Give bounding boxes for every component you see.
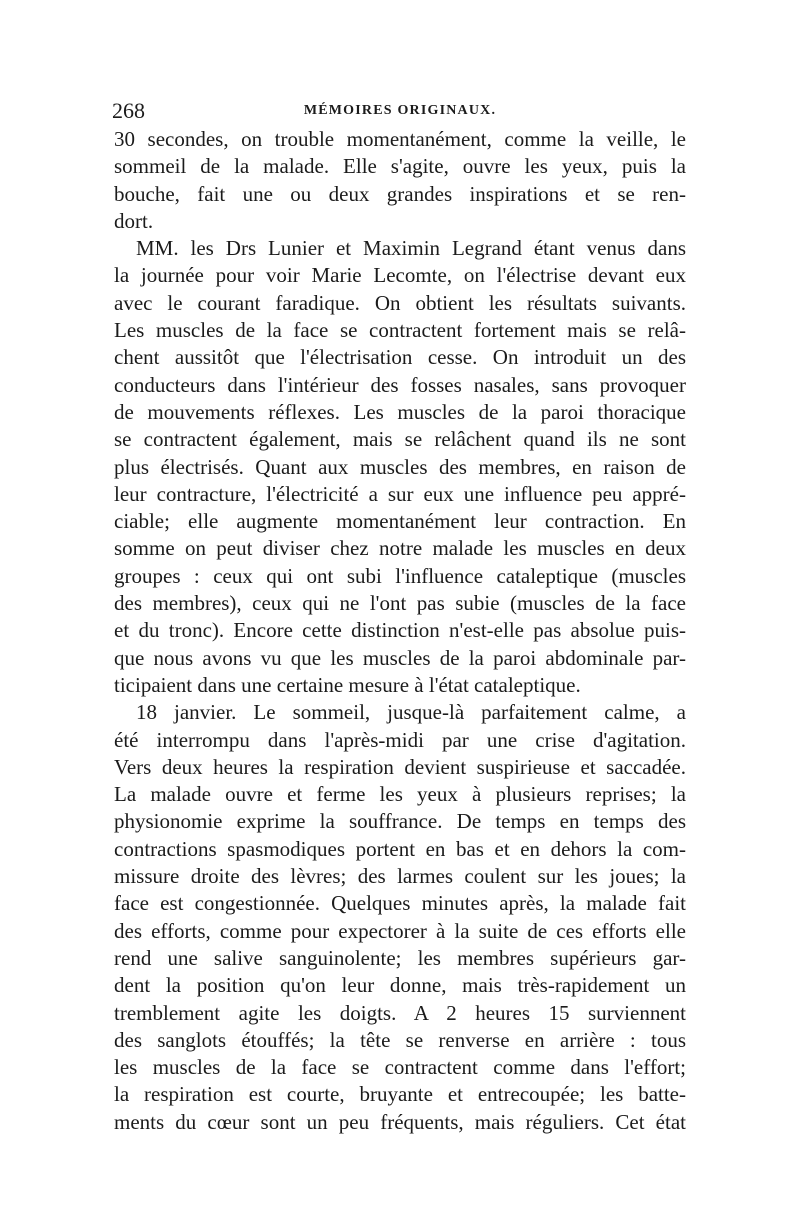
text-line: la journée pour voir Marie Lecomte, on l'électrise devant eux: [114, 263, 686, 288]
text-line: de mouvements réflexes. Les muscles de la paroi thoracique: [114, 399, 686, 424]
text-line: ments du cœur sont un peu fréquents, mais réguliers. Cet état: [114, 1109, 686, 1134]
text-line: bouche, fait une ou deux grandes inspirations et se ren-: [114, 181, 686, 206]
text-line: des efforts, comme pour expectorer à la suite de ces efforts elle: [114, 918, 686, 943]
text-line: conducteurs dans l'intérieur des fosses nasales, sans provoquer: [114, 372, 686, 397]
body-text: [114, 126, 686, 1136]
text-line: les muscles de la face se contractent comme dans l'effort;: [114, 1055, 686, 1080]
text-line: que nous avons vu que les muscles de la paroi abdominale par-: [114, 645, 686, 670]
text-line: 18 janvier. Le sommeil, jusque-là parfaitement calme, a: [136, 700, 686, 725]
text-line: dort.: [114, 208, 154, 233]
text-line: ciable; elle augmente momentanément leur contraction. En: [114, 509, 686, 534]
text-line: contractions spasmodiques portent en bas et en dehors la com-: [114, 836, 686, 861]
page-header: [112, 96, 688, 126]
text-line: des membres), ceux qui ne l'ont pas subie (muscles de la face: [114, 591, 686, 616]
text-line: des sanglots étouffés; la tête se renverse en arrière : tous: [114, 1027, 686, 1052]
running-title: MÉMOIRES ORIGINAUX.: [303, 103, 497, 118]
text-line: physionomie exprime la souffrance. De temps en temps des: [114, 809, 686, 834]
text-line: somme on peut diviser chez notre malade les muscles en deux: [114, 536, 686, 561]
text-line: et du tronc). Encore cette distinction n'est-elle pas absolue puis-: [114, 618, 686, 643]
text-line: leur contracture, l'électricité a sur eux une influence peu appré-: [114, 481, 686, 506]
text-line: dent la position qu'on leur donne, mais très-rapidement un: [114, 973, 686, 998]
text-line: sommeil de la malade. Elle s'agite, ouvre les yeux, puis la: [114, 154, 686, 179]
page-number: 268: [112, 98, 145, 123]
text-line: la respiration est courte, bruyante et entrecoupée; les batte-: [114, 1082, 686, 1107]
text-line: face est congestionnée. Quelques minutes après, la malade fait: [114, 891, 686, 916]
text-line: 30 secondes, on trouble momentanément, comme la veille, le: [114, 127, 686, 151]
text-line: rend une salive sanguinolente; les membres supérieurs gar-: [114, 945, 686, 970]
text-line: tremblement agite les doigts. A 2 heures 15 surviennent: [114, 1000, 686, 1025]
text-line: chent aussitôt que l'électrisation cesse. On introduit un des: [114, 345, 686, 370]
text-line: Vers deux heures la respiration devient suspirieuse et saccadée.: [114, 754, 686, 779]
text-line: avec le courant faradique. On obtient les résultats suivants.: [114, 290, 686, 315]
text-line: se contractent également, mais se relâchent quand ils ne sont: [114, 427, 686, 452]
text-line: missure droite des lèvres; des larmes coulent sur les joues; la: [114, 864, 686, 889]
text-line: La malade ouvre et ferme les yeux à plusieurs reprises; la: [114, 782, 686, 807]
text-line: MM. les Drs Lunier et Maximin Legrand étant venus dans: [136, 236, 686, 261]
text-line: Les muscles de la face se contractent fortement mais se relâ-: [114, 318, 686, 343]
text-line: ticipaient dans une certaine mesure à l'état cataleptique.: [114, 672, 581, 697]
text-line: groupes : ceux qui ont subi l'influence cataleptique (muscles: [114, 563, 686, 588]
text-line: plus électrisés. Quant aux muscles des membres, en raison de: [114, 454, 686, 479]
text-line: été interrompu dans l'après-midi par une crise d'agitation.: [114, 727, 686, 752]
